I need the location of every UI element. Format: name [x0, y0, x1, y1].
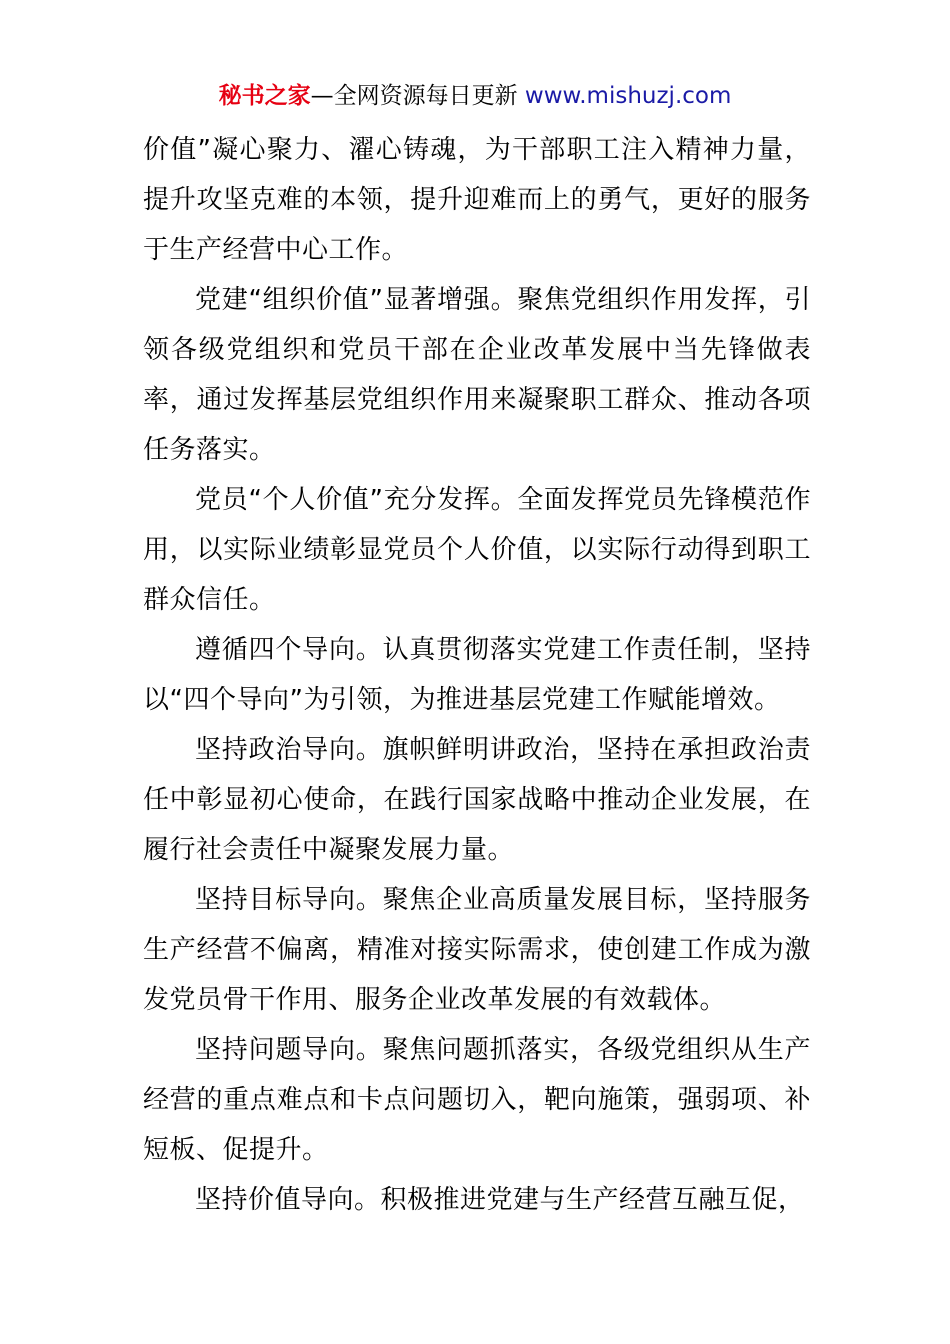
paragraph: 坚持政治导向。旗帜鲜明讲政治，坚持在承担政治责任中彰显初心使命，在践行国家战略中推动企业发展，在履行社会责任中凝聚发展力量。: [143, 735, 811, 865]
brand-name: 秘书之家: [218, 83, 311, 109]
header-tagline: —全网资源每日更新: [310, 83, 518, 109]
paragraph: 坚持目标导向。聚焦企业高质量发展目标，坚持服务生产经营不偏离，精准对接实际需求，使创建工作成为激发党员骨干作用、服务企业改革发展的有效载体。: [143, 885, 811, 1015]
site-url[interactable]: www.mishuzj.com: [524, 83, 732, 109]
paragraph: 坚持问题导向。聚焦问题抓落实，各级党组织从生产经营的重点难点和卡点问题切入，靶向施策，强弱项、补短板、促提升。: [143, 1035, 811, 1165]
paragraph: 价值”凝心聚力、濯心铸魂，为干部职工注入精神力量，提升攻坚克难的本领，提升迎难而上的勇气，更好的服务于生产经营中心工作。: [143, 135, 811, 265]
page-header: [0, 80, 950, 112]
paragraph: 党员“个人价值”充分发挥。全面发挥党员先锋模范作用，以实际业绩彰显党员个人价值，以实际行动得到职工群众信任。: [143, 485, 811, 615]
paragraph: 遵循四个导向。认真贯彻落实党建工作责任制，坚持以“四个导向”为引领，为推进基层党建工作赋能增效。: [143, 635, 811, 715]
paragraph: 党建“组织价值”显著增强。聚焦党组织作用发挥，引领各级党组织和党员干部在企业改革发展中当先锋做表率，通过发挥基层党组织作用来凝聚职工群众、推动各项任务落实。: [143, 285, 811, 465]
document-body: [143, 125, 811, 1225]
paragraph: 坚持价值导向。积极推进党建与生产经营互融互促，: [195, 1185, 805, 1215]
